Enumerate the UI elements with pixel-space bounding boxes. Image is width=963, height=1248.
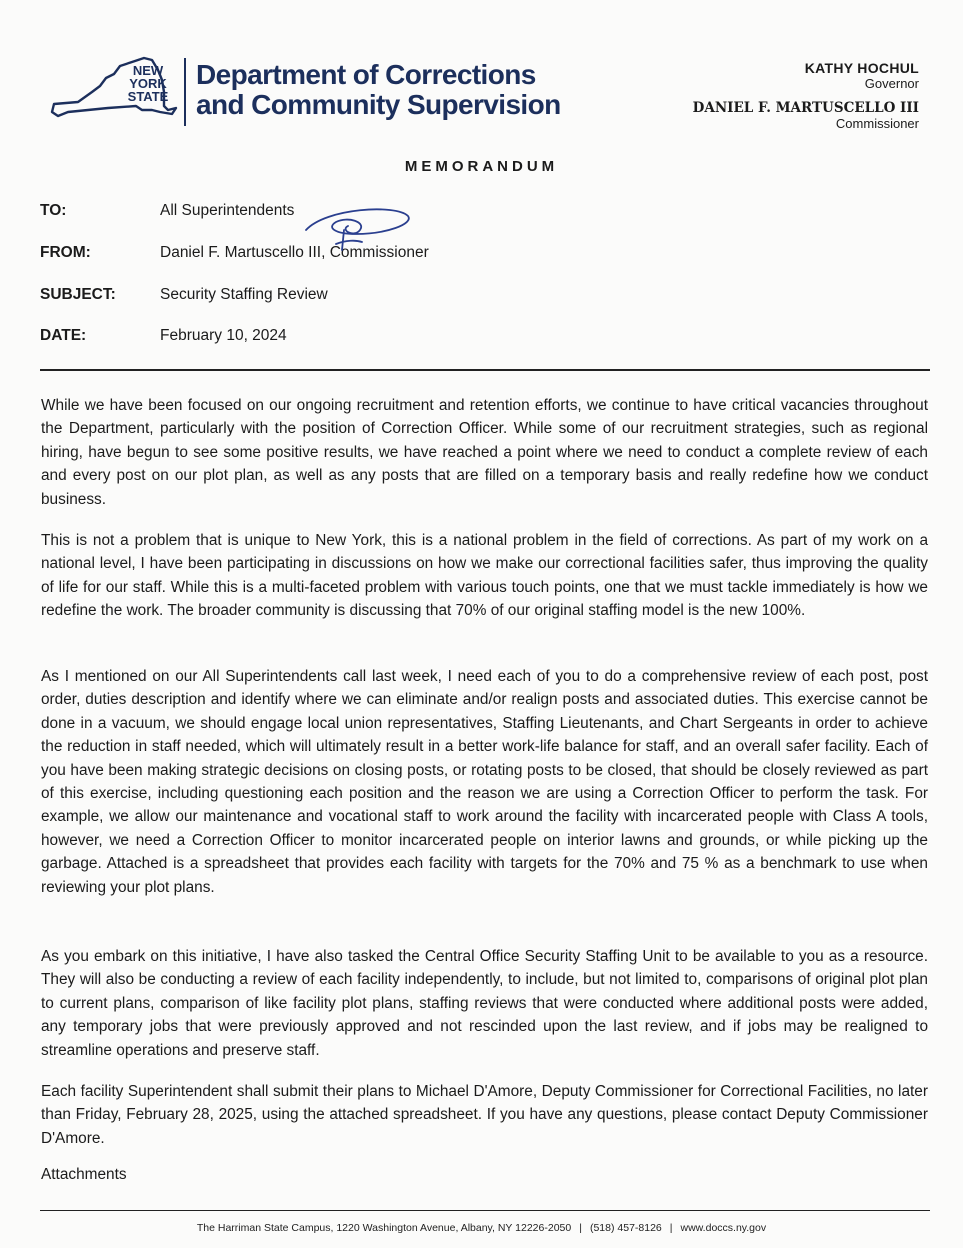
logo-line: NEW bbox=[132, 63, 164, 78]
commissioner-name: DANIEL F. MARTUSCELLO III bbox=[692, 100, 919, 116]
department-name bbox=[196, 60, 561, 120]
footer: The Harriman State Campus, 1220 Washington Avenue, Albany, NY 12226-2050 | (518) 457-8126 | www.doccs.ny.gov bbox=[196, 1222, 767, 1234]
footer-website[interactable]: www.doccs.ny.gov bbox=[680, 1222, 767, 1234]
body-paragraph-4 bbox=[41, 945, 928, 1062]
signature-icon bbox=[296, 200, 416, 260]
body-paragraph-1 bbox=[41, 394, 928, 511]
body-paragraph-3 bbox=[41, 665, 928, 899]
department-line-1: Department of Corrections bbox=[196, 59, 536, 90]
field-label: FROM: bbox=[40, 244, 91, 261]
attachments-label: Attachments bbox=[41, 1166, 127, 1183]
field-label: TO: bbox=[40, 202, 67, 219]
paragraph-text: While we have been focused on our ongoing recruitment and retention efforts, we continue to have critical vacancies throughout the Department, particularly with the position of Correction Officer. While some of our recruitment strategies, such as regional hiring, have begun to see some positive results, we have reached a point where we need to conduct a complete review of each and every post on our plot plan, as well as any posts that are filled on a temporary basis and really redefine how we conduct business. bbox=[41, 397, 928, 508]
officials-block bbox=[693, 60, 919, 132]
header-divider bbox=[40, 369, 930, 371]
governor-name: KATHY HOCHUL bbox=[804, 60, 919, 76]
field-value: All Superintendents bbox=[160, 202, 295, 219]
logo-line: STATE bbox=[127, 89, 169, 104]
paragraph-text: Each facility Superintendent shall submit their plans to Michael D'Amore, Deputy Commissioner for Correctional Facilities, no later than Friday, February 28, 2025, using the attached spreadsheet. If you have any questions, please contact Deputy Commissioner D'Amore. bbox=[41, 1083, 928, 1147]
footer-address: The Harriman State Campus, 1220 Washington Avenue, Albany, NY 12226-2050 bbox=[196, 1222, 572, 1234]
logo-divider bbox=[184, 58, 186, 126]
footer-phone: (518) 457-8126 bbox=[589, 1222, 662, 1234]
memo-title: MEMORANDUM bbox=[404, 158, 559, 175]
field-label: DATE: bbox=[40, 327, 87, 344]
governor-title: Governor bbox=[864, 76, 919, 91]
paragraph-text: As you embark on this initiative, I have also tasked the Central Office Security Staffing Unit to be available to you as a resource. They will also be conducting a review of each facility independently, to include, but not limited to, comparisons of original plot plan to current plans, comparison of like facility plot plans, staffing reviews that were conducted where additional posts were added, any temporary jobs that were previously approved and not rescinded upon the last review, and if jobs may be realigned to streamline operations and preserve staff. bbox=[41, 948, 928, 1059]
nys-logo-text bbox=[118, 64, 178, 103]
footer-divider bbox=[40, 1210, 930, 1211]
field-label: SUBJECT: bbox=[40, 286, 116, 303]
field-value: Security Staffing Review bbox=[160, 286, 328, 303]
logo-line: YORK bbox=[129, 76, 167, 91]
paragraph-text: This is not a problem that is unique to New York, this is a national problem in the field of corrections. As part of my work on a national level, I have been participating in discussions on how we make our correctional facilities safer, thus improving the quality of life for our staff. While this is a multi-faceted problem with various touch points, one that we must tackle immediately is how we redefine the work. The broader community is discussing that 70% of our original staffing model is the new 100%. bbox=[41, 532, 928, 620]
body-paragraph-5 bbox=[41, 1080, 928, 1150]
field-value: February 10, 2024 bbox=[160, 327, 287, 344]
commissioner-title: Commissioner bbox=[835, 116, 919, 131]
field-value: Daniel F. Martuscello III, Commissioner bbox=[160, 244, 429, 261]
body-paragraph-2 bbox=[41, 529, 928, 623]
department-line-2: and Community Supervision bbox=[196, 89, 561, 120]
paragraph-text: As I mentioned on our All Superintendents call last week, I need each of you to do a comprehensive review of each post, post order, duties description and identify where we can eliminate and/or realign posts and associated duties. This exercise cannot be done in a vacuum, we should engage local union representatives, Staffing Lieutenants, and Chart Sergeants in order to achieve the reduction in staff needed, which will ultimately result in a better work-life balance for staff, and an overall safer facility. Each of you have been making strategic decisions on closing posts, or rotating posts to be closed, that should be closely reviewed as part of this exercise, including questioning each position and the reason we are using a Correction Officer to perform the task. For example, we allow our maintenance and vocational staff to work around the facility with incarcerated people with Class A tools, however, we need a Correction Officer to monitor incarcerated people on interior lawns and grounds, or while picking up the garbage. Attached is a spreadsheet that provides each facility with targets for the 70% and 75 % as a benchmark to use when reviewing your plot plans. bbox=[41, 668, 928, 896]
